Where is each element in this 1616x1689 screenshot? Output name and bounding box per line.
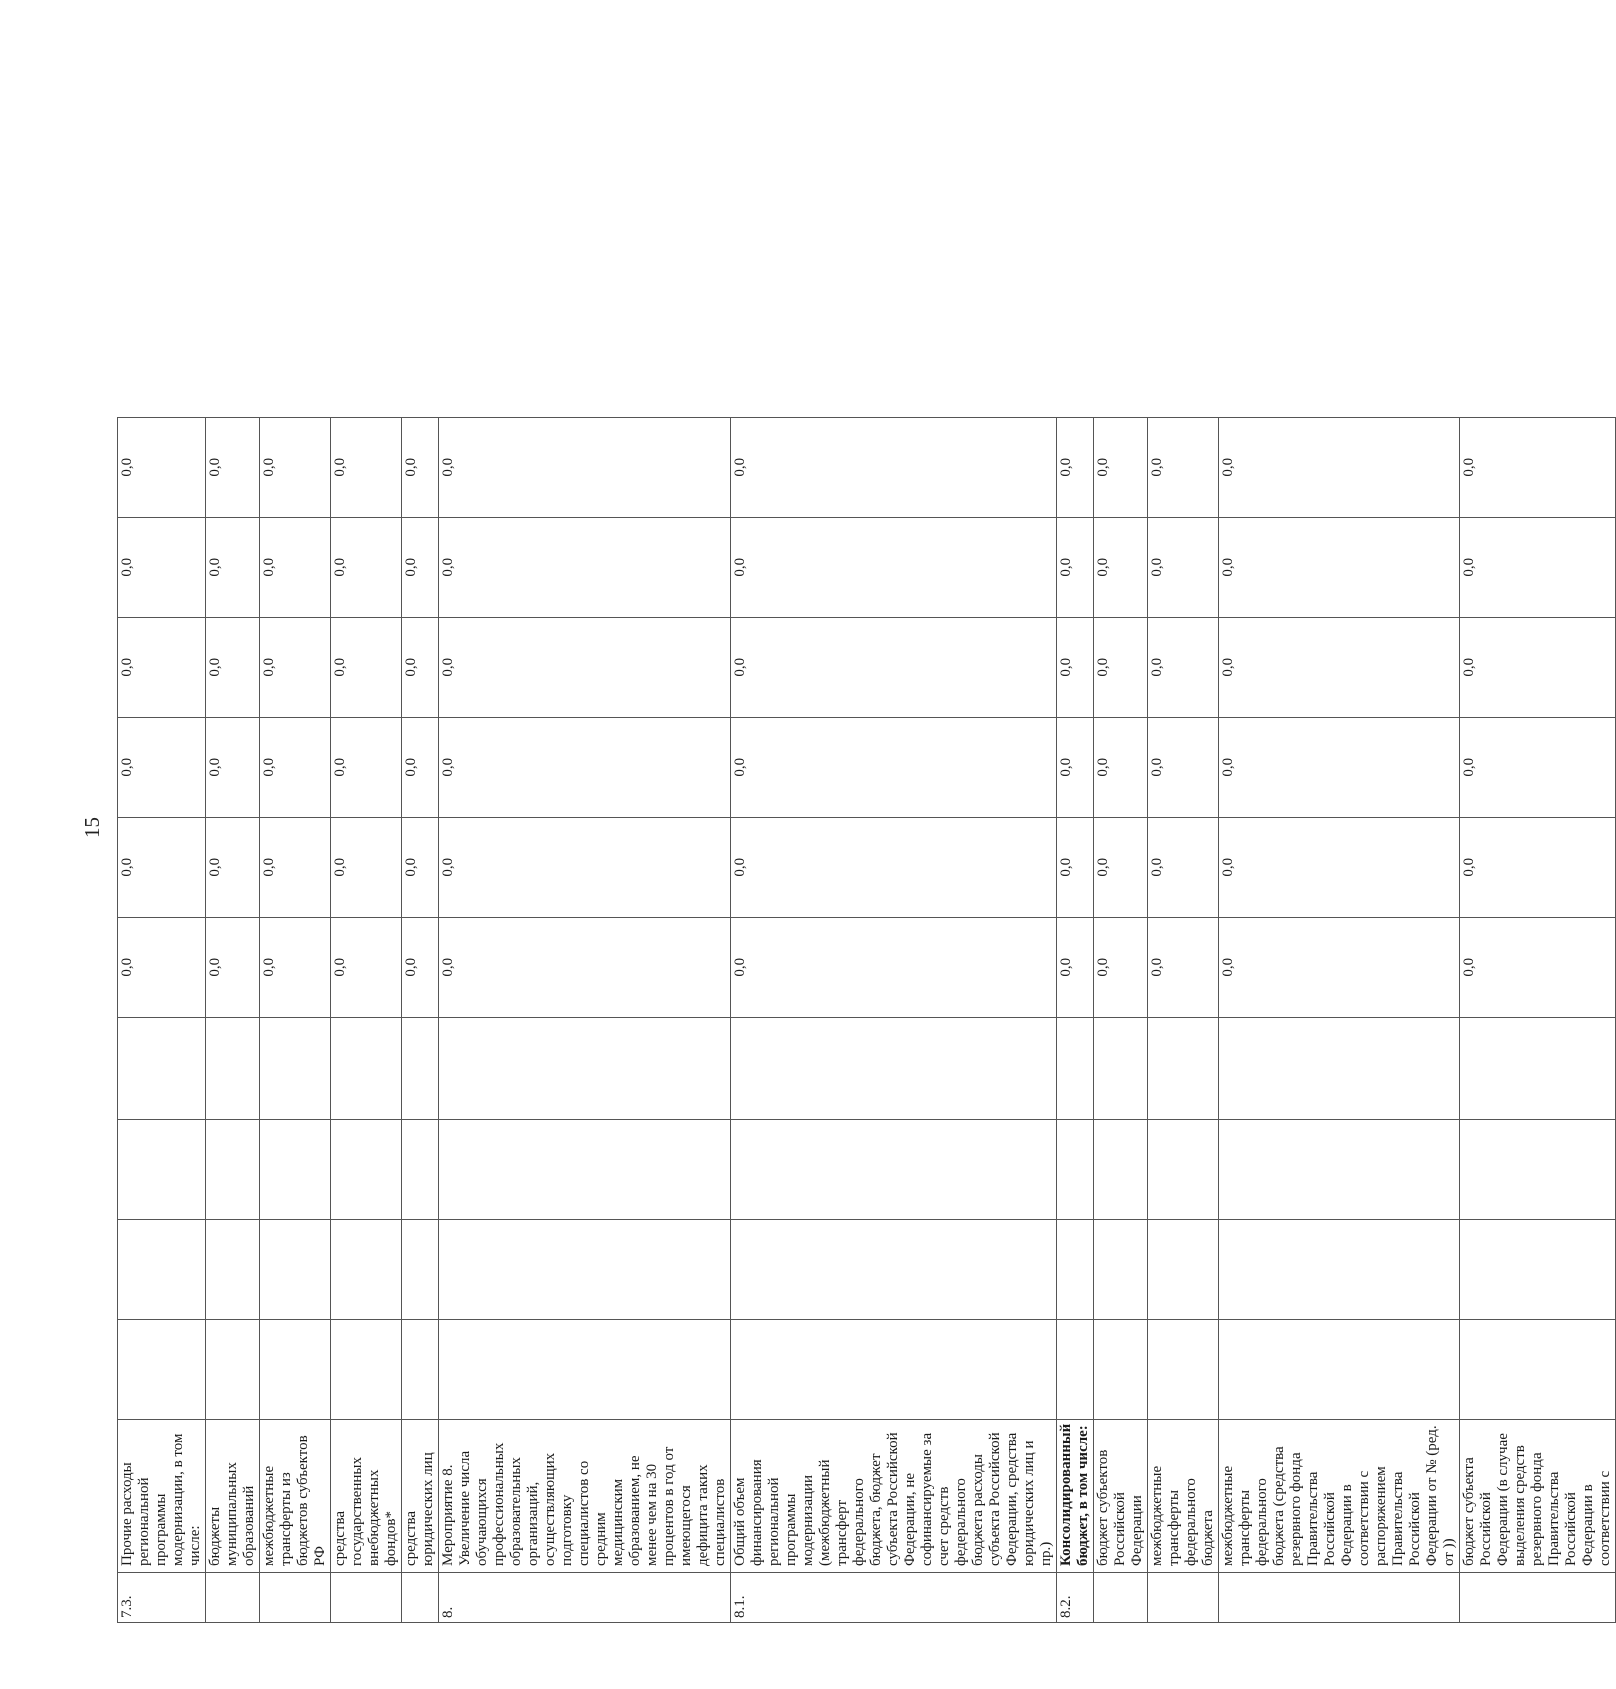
row-description: Консолидированный бюджет, в том числе: [1057, 1419, 1094, 1572]
empty-cell [1094, 1119, 1148, 1219]
value-cell: 0,0 [1057, 617, 1094, 717]
empty-cell [439, 1017, 731, 1119]
value-cell: 0,0 [1057, 917, 1094, 1017]
value-cell: 0,0 [260, 517, 331, 617]
row-description: бюджеты муниципальных образований [206, 1419, 260, 1572]
value-cell: 0,0 [1094, 417, 1148, 517]
empty-cell [1219, 1017, 1460, 1119]
table-row [1148, 417, 1219, 1622]
table-row [1057, 417, 1094, 1622]
row-number [1148, 1573, 1219, 1623]
empty-cell [118, 1017, 206, 1119]
value-cell: 0,0 [118, 617, 206, 717]
row-number [331, 1573, 402, 1623]
empty-cell [731, 1017, 1057, 1119]
value-cell: 0,0 [1148, 517, 1219, 617]
value-cell: 0,0 [1219, 417, 1460, 517]
empty-cell [1057, 1119, 1094, 1219]
value-cell: 0,0 [206, 417, 260, 517]
value-cell: 0,0 [206, 817, 260, 917]
value-cell: 0,0 [206, 717, 260, 817]
value-cell: 0,0 [731, 517, 1057, 617]
empty-cell [206, 1017, 260, 1119]
value-cell: 0,0 [331, 817, 402, 917]
value-cell: 0,0 [260, 417, 331, 517]
empty-cell [1148, 1119, 1219, 1219]
row-description: средства государственных внебюджетных фондов* [331, 1419, 402, 1572]
empty-cell [331, 1319, 402, 1419]
value-cell: 0,0 [118, 917, 206, 1017]
value-cell: 0,0 [1057, 717, 1094, 817]
table-row [206, 417, 260, 1622]
empty-cell [1460, 1119, 1616, 1219]
table-row [1219, 417, 1460, 1622]
empty-cell [439, 1119, 731, 1219]
empty-cell [118, 1219, 206, 1319]
row-number [1094, 1573, 1148, 1623]
empty-cell [1148, 1219, 1219, 1319]
value-cell: 0,0 [1219, 917, 1460, 1017]
value-cell: 0,0 [1148, 417, 1219, 517]
value-cell: 0,0 [1460, 517, 1616, 617]
value-cell: 0,0 [1057, 517, 1094, 617]
empty-cell [206, 1319, 260, 1419]
row-number [402, 1573, 439, 1623]
value-cell: 0,0 [439, 517, 731, 617]
value-cell: 0,0 [1148, 917, 1219, 1017]
value-cell: 0,0 [1057, 817, 1094, 917]
value-cell: 0,0 [206, 517, 260, 617]
value-cell: 0,0 [402, 617, 439, 717]
table-row [1460, 417, 1616, 1622]
empty-cell [206, 1119, 260, 1219]
value-cell: 0,0 [260, 717, 331, 817]
value-cell: 0,0 [731, 817, 1057, 917]
value-cell: 0,0 [1460, 417, 1616, 517]
value-cell: 0,0 [118, 417, 206, 517]
value-cell: 0,0 [402, 517, 439, 617]
row-number: 8.2. [1057, 1573, 1094, 1623]
value-cell: 0,0 [1148, 617, 1219, 717]
value-cell: 0,0 [260, 917, 331, 1017]
empty-cell [118, 1119, 206, 1219]
empty-cell [1219, 1219, 1460, 1319]
empty-cell [1460, 1319, 1616, 1419]
value-cell: 0,0 [1219, 817, 1460, 917]
value-cell: 0,0 [1094, 517, 1148, 617]
value-cell: 0,0 [731, 717, 1057, 817]
empty-cell [1094, 1219, 1148, 1319]
empty-cell [1057, 1319, 1094, 1419]
row-description: бюджет субъектов Российской Федерации [1094, 1419, 1148, 1572]
empty-cell [731, 1119, 1057, 1219]
row-number: 8. [439, 1573, 731, 1623]
empty-cell [439, 1319, 731, 1419]
page-number: 15 [80, 817, 104, 838]
value-cell: 0,0 [1460, 617, 1616, 717]
row-number [1219, 1573, 1460, 1623]
empty-cell [1460, 1017, 1616, 1119]
value-cell: 0,0 [1219, 617, 1460, 717]
empty-cell [206, 1219, 260, 1319]
value-cell: 0,0 [331, 417, 402, 517]
value-cell: 0,0 [1094, 617, 1148, 717]
value-cell: 0,0 [1094, 917, 1148, 1017]
value-cell: 0,0 [1148, 817, 1219, 917]
empty-cell [260, 1119, 331, 1219]
value-cell: 0,0 [1460, 717, 1616, 817]
value-cell: 0,0 [402, 817, 439, 917]
empty-cell [1094, 1017, 1148, 1119]
value-cell: 0,0 [206, 617, 260, 717]
row-description: бюджет субъекта Российской Федерации (в случае выделения средств резервного фонда Правительства Российской Федерации в соответствии с [1460, 1419, 1616, 1572]
empty-cell [402, 1119, 439, 1219]
empty-cell [260, 1017, 331, 1119]
empty-cell [731, 1219, 1057, 1319]
empty-cell [260, 1319, 331, 1419]
value-cell: 0,0 [118, 517, 206, 617]
row-number: 8.1. [731, 1573, 1057, 1623]
value-cell: 0,0 [439, 817, 731, 917]
table-row [331, 417, 402, 1622]
row-description: межбюджетные трансферты федерального бюджета [1148, 1419, 1219, 1572]
row-description: Прочие расходы региональной программы модернизации, в том числе: [118, 1419, 206, 1572]
empty-cell [1148, 1319, 1219, 1419]
row-number [1460, 1573, 1616, 1623]
table-row [439, 417, 731, 1622]
value-cell: 0,0 [439, 417, 731, 517]
value-cell: 0,0 [118, 717, 206, 817]
empty-cell [1219, 1119, 1460, 1219]
row-description: Мероприятие 8. Увеличение числа обучающихся профессиональных образовательных организаций, осуществляющих подготовку специалистов со средним медицинским образованием, не менее чем на 30 процентов в год от имеющегося дефицита таких специалистов [439, 1419, 731, 1572]
row-description: межбюджетные трансферты федерального бюджета (средства резервного фонда Правительства Российской Федерации в соответствии с распоряжением Правительства Российской Федерации от № (ред. от )) [1219, 1419, 1460, 1572]
value-cell: 0,0 [439, 617, 731, 717]
value-cell: 0,0 [331, 517, 402, 617]
empty-cell [1057, 1017, 1094, 1119]
empty-cell [331, 1219, 402, 1319]
empty-cell [118, 1319, 206, 1419]
row-description: Общий объем финансирования региональной программы модернизации (межбюджетный трансферт федерального бюджета, бюджет субъекта Российской Федерации, не софинансируемые за счет средств федерального бюджета расходы субъекта Российской Федерации, средства юридических лиц и пр.) [731, 1419, 1057, 1572]
row-number: 7.3. [118, 1573, 206, 1623]
table-row [1094, 417, 1148, 1622]
value-cell: 0,0 [439, 717, 731, 817]
value-cell: 0,0 [1219, 517, 1460, 617]
value-cell: 0,0 [1460, 817, 1616, 917]
row-description: средства юридических лиц [402, 1419, 439, 1572]
value-cell: 0,0 [1219, 717, 1460, 817]
value-cell: 0,0 [260, 617, 331, 717]
value-cell: 0,0 [731, 917, 1057, 1017]
table-row [731, 417, 1057, 1622]
empty-cell [402, 1219, 439, 1319]
value-cell: 0,0 [731, 617, 1057, 717]
table-row [402, 417, 439, 1622]
empty-cell [1219, 1319, 1460, 1419]
empty-cell [331, 1017, 402, 1119]
value-cell: 0,0 [402, 717, 439, 817]
value-cell: 0,0 [1094, 817, 1148, 917]
empty-cell [331, 1119, 402, 1219]
table-row [118, 417, 206, 1622]
empty-cell [439, 1219, 731, 1319]
empty-cell [1094, 1319, 1148, 1419]
empty-cell [402, 1319, 439, 1419]
value-cell: 0,0 [331, 617, 402, 717]
value-cell: 0,0 [731, 417, 1057, 517]
value-cell: 0,0 [118, 817, 206, 917]
value-cell: 0,0 [1460, 917, 1616, 1017]
empty-cell [260, 1219, 331, 1319]
empty-cell [402, 1017, 439, 1119]
row-number [206, 1573, 260, 1623]
financing-table [117, 417, 1616, 1623]
empty-cell [731, 1319, 1057, 1419]
value-cell: 0,0 [439, 917, 731, 1017]
row-description: межбюджетные трансферты из бюджетов субъектов РФ [260, 1419, 331, 1572]
value-cell: 0,0 [1094, 717, 1148, 817]
value-cell: 0,0 [206, 917, 260, 1017]
empty-cell [1460, 1219, 1616, 1319]
value-cell: 0,0 [1057, 417, 1094, 517]
empty-cell [1057, 1219, 1094, 1319]
value-cell: 0,0 [260, 817, 331, 917]
row-number [260, 1573, 331, 1623]
value-cell: 0,0 [1148, 717, 1219, 817]
table-row [260, 417, 331, 1622]
value-cell: 0,0 [402, 917, 439, 1017]
empty-cell [1148, 1017, 1219, 1119]
value-cell: 0,0 [331, 917, 402, 1017]
value-cell: 0,0 [402, 417, 439, 517]
value-cell: 0,0 [331, 717, 402, 817]
